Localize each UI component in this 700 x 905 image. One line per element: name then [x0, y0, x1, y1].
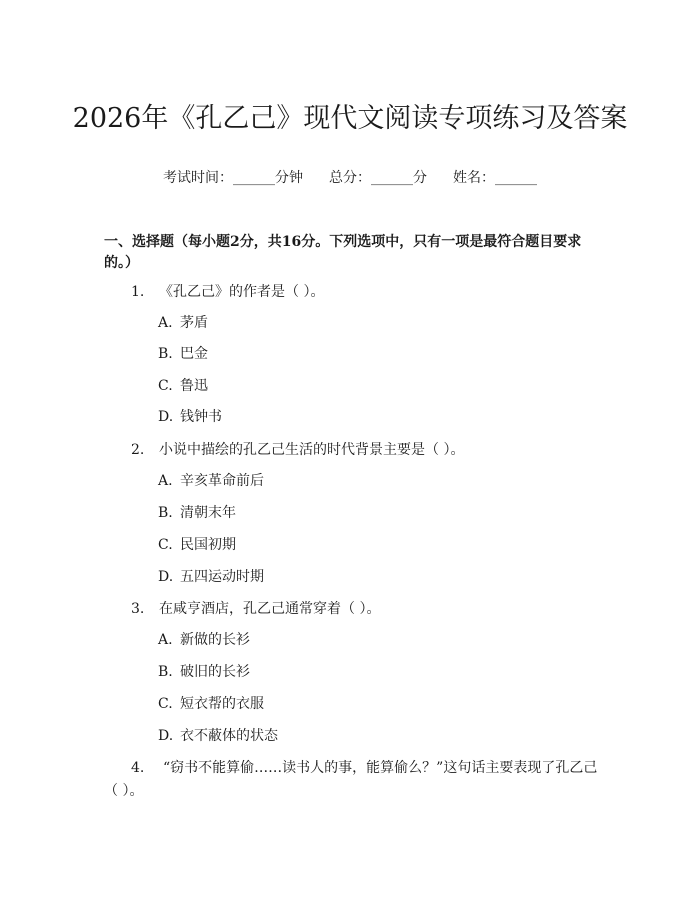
- question-1-option-c: [158, 376, 208, 396]
- question-4: [104, 757, 604, 803]
- option-label: A.: [158, 632, 173, 648]
- question-2: [131, 439, 601, 461]
- option-label: C.: [158, 696, 173, 712]
- option-label: D.: [158, 409, 174, 425]
- option-text: 五四运动时期: [180, 569, 264, 585]
- option-label: B.: [158, 346, 173, 362]
- question-text: 小说中描绘的孔乙己生活的时代背景主要是（ ）。: [159, 442, 465, 458]
- question-text: “窃书不能算偷……读书人的事，能算偷么？”这句话主要表现了孔乙己（ ）。: [104, 760, 598, 799]
- option-text: 钱钟书: [180, 409, 222, 425]
- question-3-option-a: [158, 630, 250, 650]
- option-text: 清朝末年: [180, 505, 236, 521]
- option-label: A.: [158, 315, 173, 331]
- option-label: D.: [158, 728, 174, 744]
- document-title: 2026年《孔乙己》现代文阅读专项练习及答案: [72, 103, 628, 135]
- question-1-option-d: [158, 407, 222, 427]
- option-text: 巴金: [180, 346, 208, 362]
- exam-time-field: 考试时间：______分钟: [163, 170, 303, 186]
- question-2-option-a: [158, 471, 264, 491]
- option-text: 民国初期: [180, 537, 236, 553]
- question-text: 在咸亨酒店，孔乙己通常穿着（ ）。: [159, 601, 381, 617]
- question-2-option-b: [158, 503, 236, 523]
- name-field: 姓名：______: [453, 170, 537, 186]
- option-label: A.: [158, 473, 173, 489]
- option-text: 茅盾: [180, 315, 208, 331]
- option-text: 辛亥革命前后: [180, 473, 264, 489]
- option-text: 鲁迅: [180, 378, 208, 394]
- total-score-field: 总分：______分: [329, 170, 427, 186]
- question-3-option-c: [158, 694, 264, 714]
- question-number: 4.: [131, 760, 145, 776]
- section-heading: 一、选择题（每小题2分，共16分。下列选项中，只有一项是最符合题目要求的。）: [104, 234, 582, 271]
- option-label: C.: [158, 378, 173, 394]
- option-text: 破旧的长衫: [180, 664, 250, 680]
- question-2-option-c: [158, 535, 236, 555]
- question-text: 《孔乙己》的作者是（ ）。: [159, 284, 325, 300]
- option-text: 短衣帮的衣服: [180, 696, 264, 712]
- option-text: 衣不蔽体的状态: [180, 728, 278, 744]
- question-1-option-a: [158, 313, 208, 333]
- question-3: [131, 598, 601, 620]
- option-label: B.: [158, 664, 173, 680]
- option-label: B.: [158, 505, 173, 521]
- question-3-option-b: [158, 662, 250, 682]
- option-label: C.: [158, 537, 173, 553]
- question-3-option-d: [158, 726, 278, 746]
- exam-meta: [0, 168, 700, 188]
- question-2-option-d: [158, 567, 264, 587]
- question-number: 1.: [131, 284, 145, 300]
- option-text: 新做的长衫: [180, 632, 250, 648]
- question-1: [131, 281, 601, 303]
- question-1-option-b: [158, 344, 208, 364]
- question-number: 3.: [131, 601, 145, 617]
- option-label: D.: [158, 569, 174, 585]
- question-number: 2.: [131, 442, 145, 458]
